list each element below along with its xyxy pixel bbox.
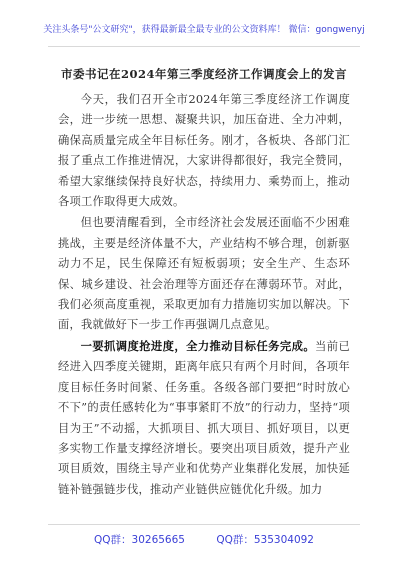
paragraph-1 [58, 89, 350, 212]
paragraph-text: 当前已经进入四季度关键期，距离年底只有两个月时间，各项年度目标任务时间紧、任务重。各级各部门要把“时时放心不下”的责任感转化为“事事紧盯不放”的行动力，坚持“项目为王”不动摇，大抓项目、抓大项目、抓好项目，以更多实物工作量支撑经济增长。要突出项目质效，提升产业项目质效，围绕主导产业和优势产业集群化发展，加快延链补链强链步伐，推动产业链供应链优化升级。加力 [58, 339, 350, 496]
footer-qq-group-2: QQ群：535304092 [216, 534, 314, 546]
document-title: 市委书记在2024年第三季度经济工作调度会上的发言 [60, 67, 347, 81]
paragraph-lead: 一要抓调度抢进度，全力推动目标任务完成。 [80, 338, 316, 353]
top-banner: 关注头条号"公文研究"，获得最新最全最专业的公文资料库！ 微信：gongwenyj [43, 25, 365, 35]
footer-contacts [0, 532, 408, 547]
paragraph-2 [58, 212, 350, 335]
document-body [58, 89, 350, 500]
paragraph-text: 今天，我们召开全市2024年第三季度经济工作调度会，进一步统一思想、凝聚共识，加压奋进、全力冲刺，确保高质量完成全年目标任务。刚才，各板块、各部门汇报了重点工作推进情况，大家讲得都很好，我完全赞同，希望大家继续保持良好状态，持续用力、乘势而上，推动各项工作取得更大成效。 [58, 93, 350, 209]
top-divider [48, 46, 360, 47]
footer-qq-group-1: QQ群：30265665 [94, 534, 185, 546]
paragraph-text: 但也要清醒看到，全市经济社会发展还面临不少困难挑战，主要是经济体量不大，产业结构不够合理，创新驱动力不足，民生保障还有短板弱项；安全生产、生态环保、城乡建设、社会治理等方面还存在薄弱环节。对此，我们必须高度重视，采取更加有力措施切实加以解决。下面，我就做好下一步工作再强调几点意见。 [58, 216, 350, 332]
bottom-divider [48, 524, 360, 525]
paragraph-3 [58, 336, 350, 500]
